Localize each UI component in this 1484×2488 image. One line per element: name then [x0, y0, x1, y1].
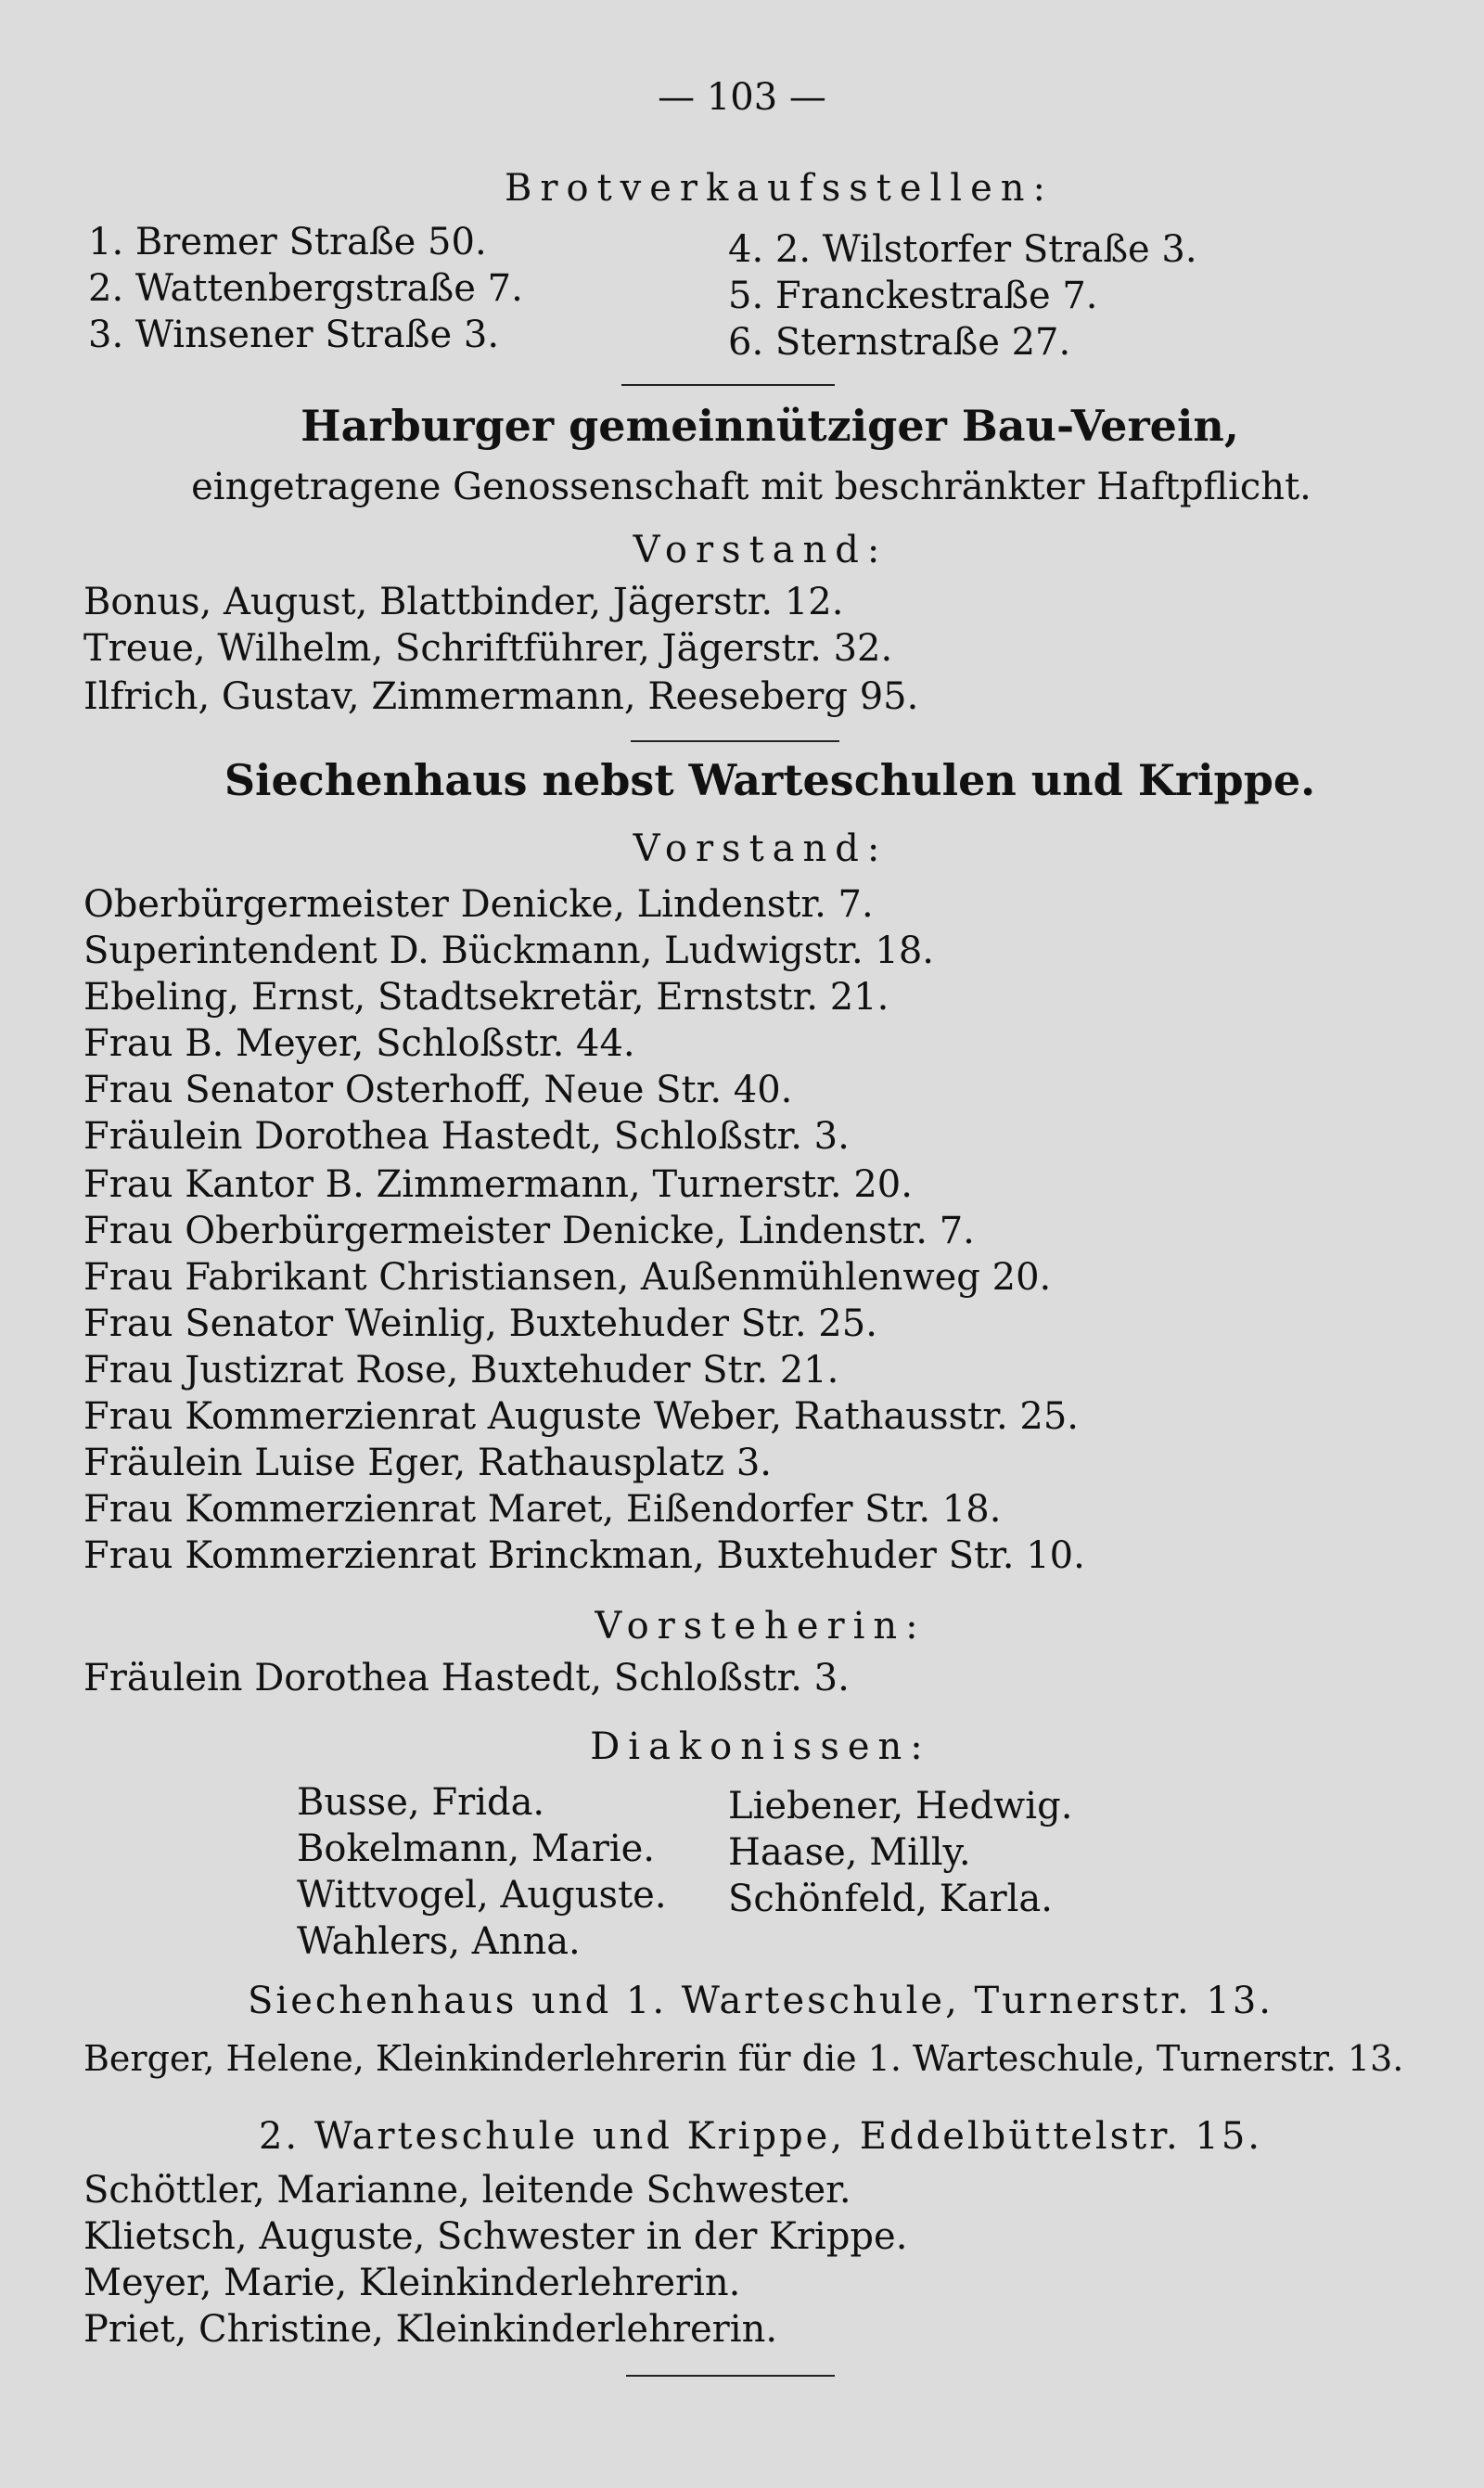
brot-left-item: 2. Wattenbergstraße 7. — [88, 267, 523, 310]
page-number: — 103 — — [658, 76, 826, 119]
brot-heading: Brotverkaufsstellen: — [504, 167, 1054, 210]
brot-left-item: 3. Winsener Straße 3. — [88, 314, 500, 356]
siechenhaus-member: Frau Oberbürgermeister Denicke, Lindenstr. 7. — [83, 1210, 975, 1252]
siechenhaus-member: Frau Senator Osterhoff, Neue Str. 40. — [83, 1069, 793, 1111]
siechenhaus-member: Frau Fabrikant Christiansen, Außenmühlenweg 20. — [83, 1256, 1052, 1299]
siechenhaus-member: Frau Senator Weinlig, Buxtehuder Str. 25. — [83, 1302, 877, 1345]
bauverein-member: Ilfrich, Gustav, Zimmermann, Reeseberg 95. — [83, 675, 919, 718]
diakonissen-label: Diakonissen: — [590, 1725, 931, 1768]
diakonisse-name: Haase, Milly. — [728, 1831, 971, 1874]
bauverein-member: Treue, Wilhelm, Schriftführer, Jägerstr. 32. — [83, 627, 893, 670]
siechenhaus-title: Siechenhaus nebst Warteschulen und Krippe. — [224, 755, 1316, 805]
siechenhaus-member: Frau Kommerzienrat Brinckman, Buxtehuder Str. 10. — [83, 1534, 1085, 1577]
diakonisse-name: Bokelmann, Marie. — [297, 1828, 656, 1870]
warteschule2-staff: Meyer, Marie, Kleinkinderlehrerin. — [83, 2262, 741, 2304]
brot-right-item: 5. Franckestraße 7. — [728, 275, 1098, 317]
siechenhaus-member: Fräulein Dorothea Hastedt, Schloßstr. 3. — [83, 1115, 850, 1158]
siechenhaus-member: Frau B. Meyer, Schloßstr. 44. — [83, 1022, 635, 1065]
vorsteherin-name: Fräulein Dorothea Hastedt, Schloßstr. 3. — [83, 1657, 850, 1699]
siechenhaus-member: Frau Justizrat Rose, Buxtehuder Str. 21. — [83, 1349, 839, 1391]
bauverein-member: Bonus, August, Blattbinder, Jägerstr. 12. — [83, 581, 844, 623]
diakonisse-name: Wahlers, Anna. — [297, 1920, 581, 1963]
brot-left-item: 1. Bremer Straße 50. — [88, 221, 487, 263]
divider — [621, 384, 835, 386]
siechenhaus-member: Superintendent D. Bückmann, Ludwigstr. 18. — [83, 930, 934, 972]
diakonisse-name: Wittvogel, Auguste. — [297, 1874, 667, 1917]
diakonisse-name: Busse, Frida. — [297, 1781, 545, 1824]
siechenhaus-member: Frau Kantor B. Zimmermann, Turnerstr. 20. — [83, 1163, 913, 1206]
vorsteherin-label: Vorsteherin: — [595, 1605, 927, 1648]
divider — [626, 2375, 835, 2377]
warteschule1-staff: Berger, Helene, Kleinkinderlehrerin für die 1. Warteschule, Turnerstr. 13. — [83, 2038, 1404, 2079]
siechenhaus-vorstand-label: Vorstand: — [633, 827, 889, 870]
warteschule2-staff: Schöttler, Marianne, leitende Schwester. — [83, 2169, 851, 2212]
diakonisse-name: Schönfeld, Karla. — [728, 1878, 1053, 1920]
bauverein-title: Harburger gemeinnütziger Bau-Verein, — [301, 401, 1239, 451]
bauverein-vorstand-label: Vorstand: — [633, 529, 889, 571]
siechenhaus-member: Fräulein Luise Eger, Rathausplatz 3. — [83, 1442, 773, 1484]
warteschule2-heading: 2. Warteschule und Krippe, Eddelbüttelstr. 15. — [258, 2115, 1263, 2158]
brot-right-item: 4. 2. Wilstorfer Straße 3. — [728, 228, 1197, 271]
divider — [631, 740, 839, 742]
siechenhaus-member: Frau Kommerzienrat Maret, Eißendorfer Str. 18. — [83, 1488, 1002, 1531]
siechenhaus-member: Oberbürgermeister Denicke, Lindenstr. 7. — [83, 883, 874, 926]
siechenhaus-member: Frau Kommerzienrat Auguste Weber, Rathausstr. 25. — [83, 1395, 1079, 1438]
warteschule2-staff: Klietsch, Auguste, Schwester in der Krippe. — [83, 2215, 908, 2258]
warteschule2-staff: Priet, Christine, Kleinkinderlehrerin. — [83, 2308, 778, 2351]
warteschule1-heading: Siechenhaus und 1. Warteschule, Turnerstr. 13. — [248, 1980, 1273, 2022]
brot-right-item: 6. Sternstraße 27. — [728, 321, 1071, 364]
diakonisse-name: Liebener, Hedwig. — [728, 1785, 1073, 1828]
siechenhaus-member: Ebeling, Ernst, Stadtsekretär, Ernststr. 21. — [83, 976, 889, 1019]
bauverein-subtitle: eingetragene Genossenschaft mit beschränkter Haftpflicht. — [191, 466, 1311, 508]
